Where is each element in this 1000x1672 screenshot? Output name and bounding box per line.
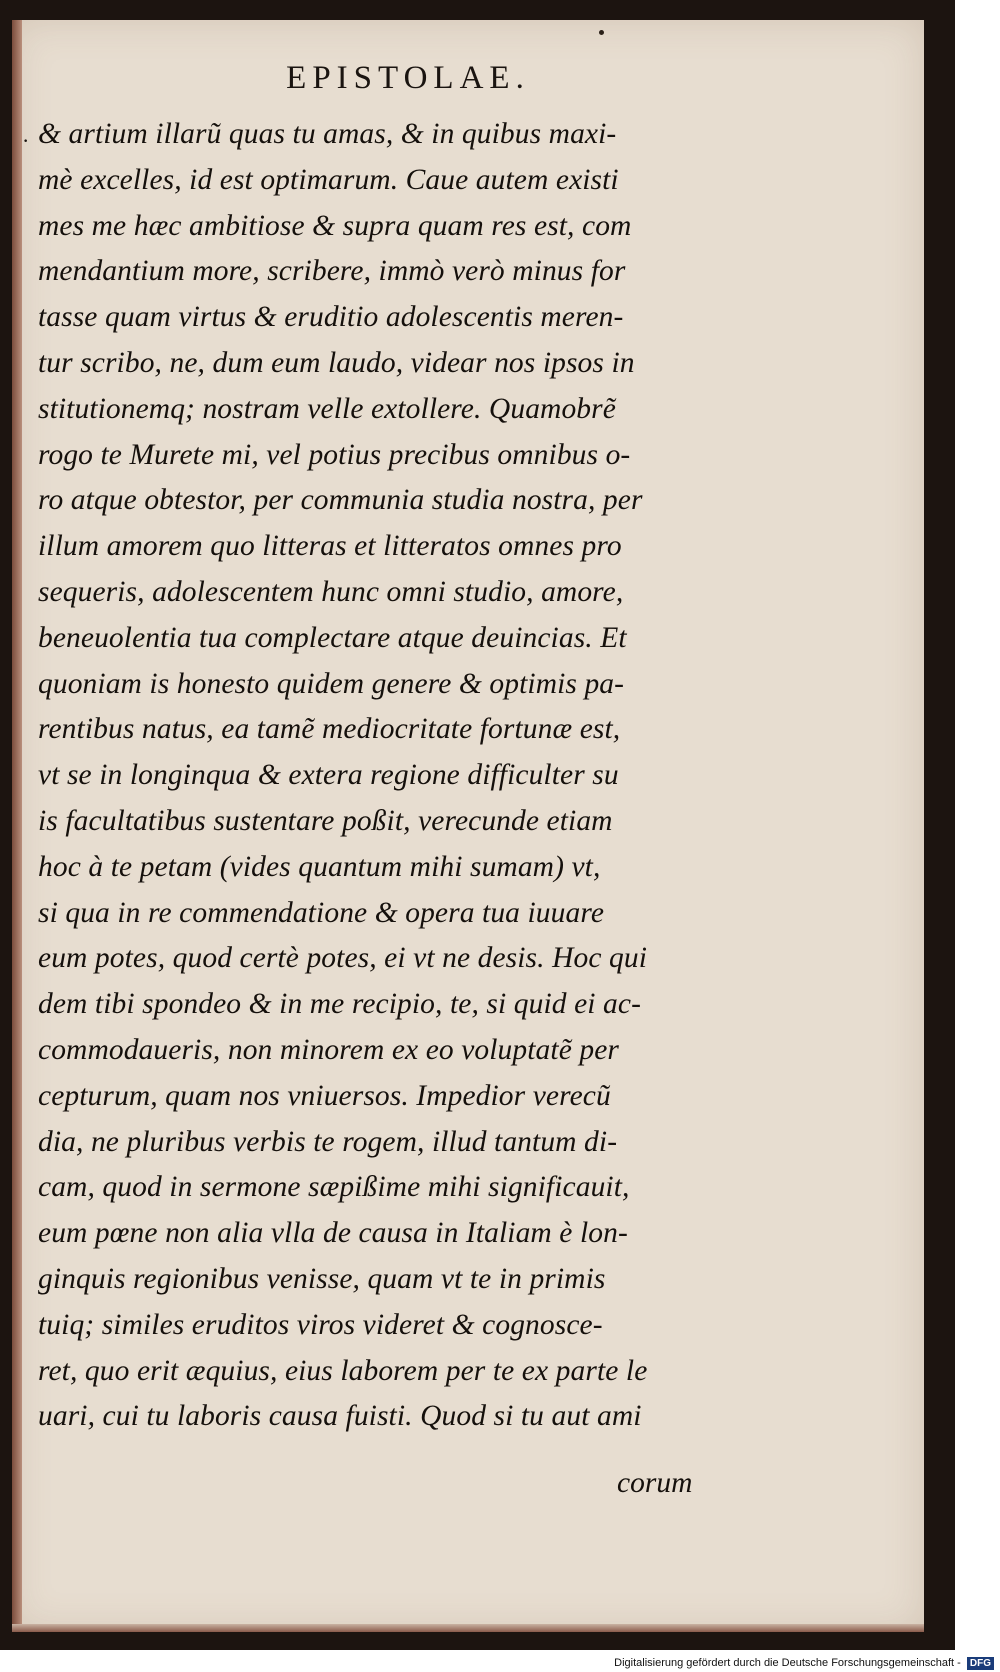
text-line: rentibus natus, ea tamẽ mediocritate fortunæ est,	[38, 713, 621, 746]
text-line: tuiq; similes eruditos viros videret & cognosce-	[38, 1308, 603, 1341]
ink-speck	[599, 30, 604, 35]
text-line: mendantium more, scribere, immò verò minus for	[38, 255, 626, 288]
text-line: commodaueris, non minorem ex eo voluptatẽ per	[38, 1033, 619, 1066]
page-spine-edge	[12, 20, 22, 1632]
text-line: si qua in re commendatione & opera tua iuuare	[38, 896, 605, 929]
text-line: & artium illarũ quas tu amas, & in quibus maxi-	[38, 118, 617, 150]
catchword: corum	[617, 1467, 693, 1499]
page-bottom-edge	[12, 1624, 924, 1632]
text-line: dem tibi spondeo & in me recipio, te, si quid ei ac-	[38, 988, 642, 1021]
text-line: is facultatibus sustentare poßit, verecunde etiam	[38, 804, 613, 837]
text-line: cepturum, quam nos vniuersos. Impedior verecũ	[38, 1079, 611, 1112]
text-line: quoniam is honesto quidem genere & optimis pa-	[38, 667, 625, 700]
digitization-credit	[614, 1657, 994, 1670]
dfg-logo: DFG	[967, 1657, 994, 1670]
text-line: sequeris, adolescentem hunc omni studio, amore,	[38, 575, 624, 608]
text-line: tasse quam virtus & eruditio adolescentis meren-	[38, 301, 624, 334]
text-line: ro atque obtestor, per communia studia nostra, per	[38, 484, 643, 517]
credit-text: Digitalisierung gefördert durch die Deutsche Forschungsgemeinschaft -	[614, 1657, 961, 1669]
text-line: ret, quo erit æquius, eius laborem per te ex parte le	[38, 1354, 648, 1387]
text-line: uari, cui tu laboris causa fuisti. Quod si tu aut ami	[38, 1400, 642, 1433]
text-line: mè excelles, id est optimarum. Caue autem existi	[38, 163, 619, 196]
text-line: eum potes, quod certè potes, ei vt ne desis. Hoc qui	[38, 942, 647, 975]
text-line: tur scribo, ne, dum eum laudo, videar nos ipsos in	[38, 346, 635, 379]
margin-mark: ·	[22, 128, 30, 153]
text-line: cam, quod in sermone sæpißime mihi significauit,	[38, 1171, 630, 1204]
text-line: mes me hæc ambitiose & supra quam res est, com	[38, 209, 632, 242]
text-line: rogo te Murete mi, vel potius precibus omnibus o-	[38, 438, 631, 471]
text-line: hoc à te petam (vides quantum mihi sumam) vt,	[38, 850, 601, 883]
text-line: dia, ne pluribus verbis te rogem, illud tantum di-	[38, 1125, 618, 1158]
body-text	[38, 112, 788, 1440]
text-line: eum pœne non alia vlla de causa in Italiam è lon-	[38, 1217, 628, 1250]
text-line: ginquis regionibus venisse, quam vt te in primis	[38, 1262, 606, 1295]
text-line: beneuolentia tua complectare atque deuincias. Et	[38, 621, 627, 654]
text-line: illum amorem quo litteras et litteratos omnes pro	[38, 530, 622, 563]
book-page	[12, 20, 924, 1632]
running-head: EPISTOLAE.	[286, 60, 530, 96]
text-line: stitutionemq; nostram velle extollere. Quamobrẽ	[38, 392, 616, 425]
text-line: vt se in longinqua & extera regione difficulter su	[38, 759, 619, 792]
